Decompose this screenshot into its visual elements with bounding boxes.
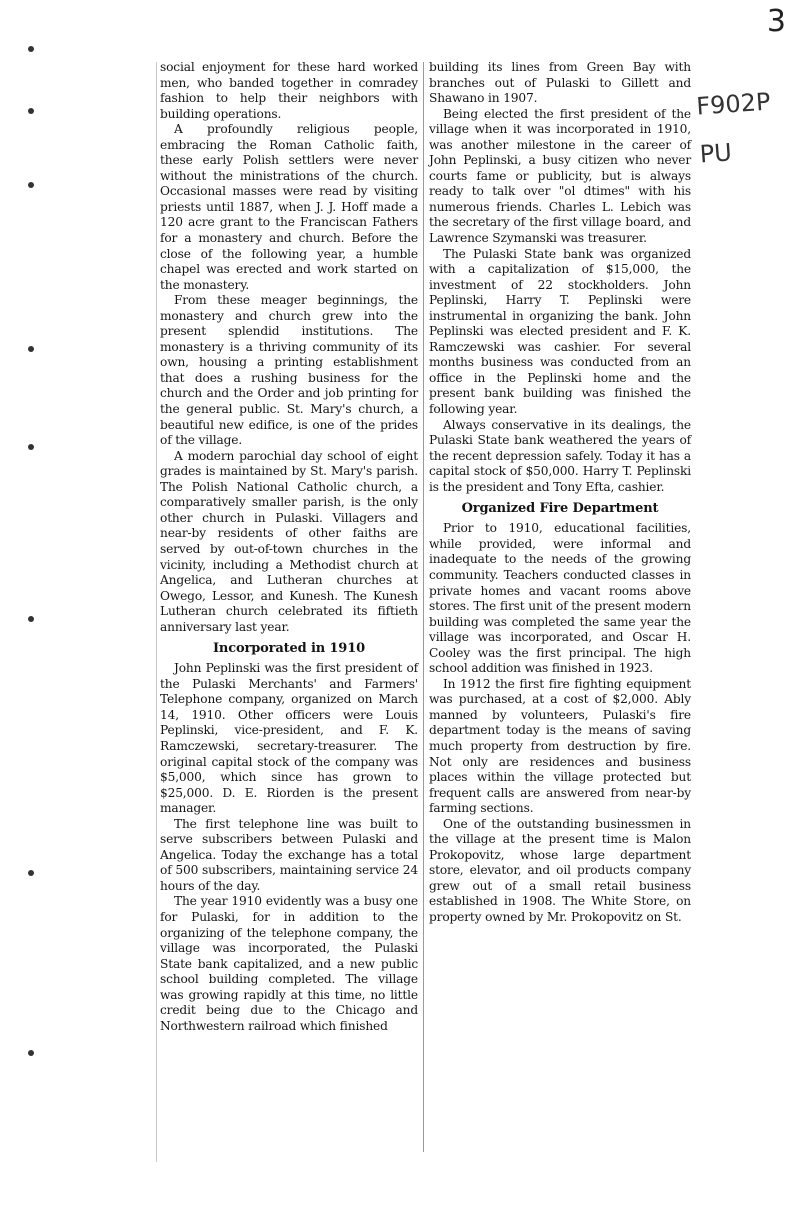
- paragraph: The Pulaski State bank was organized with a capitalization of $15,000, the investment of 22 stockholders. John Peplinski, Harry T. Peplinski were instrumental in organizing the bank. John Peplinski was elected president and F. K. Ramczewski was cashier. For several months business was conducted from an office in the Peplinski home and the present bank building was finished the following year.: [429, 246, 691, 417]
- page-number: 3: [766, 4, 786, 39]
- handwritten-note-line2: PU: [698, 138, 733, 169]
- binder-hole-mark: [28, 870, 34, 876]
- binder-hole-mark: [28, 444, 34, 450]
- paragraph: building its lines from Green Bay with branches out of Pulaski to Gillett and Shawano in 1907.: [429, 60, 691, 106]
- paragraph: In 1912 the first fire fighting equipment was purchased, at a cost of $2,000. Ably manned by volunteers, Pulaski's fire department today is the means of saving much property from destruction by fire. Not only are residences and business places within the village protected but frequent calls are answered from near-by farming sections.: [429, 676, 691, 816]
- binder-hole-mark: [28, 182, 34, 188]
- binder-hole-mark: [28, 346, 34, 352]
- handwritten-catalog-note: [695, 78, 776, 179]
- paragraph: Prior to 1910, educational facilities, while provided, were informal and inadequate to the needs of the growing community. Teachers conducted classes in private homes and vacant rooms above stores. The first unit of the present modern building was completed the same year the village was incorporated, and Oscar H. Cooley was the first principal. The high school addition was finished in 1923.: [429, 521, 691, 676]
- handwritten-note-line1: F902P: [695, 87, 772, 121]
- paragraph: The year 1910 evidently was a busy one for Pulaski, for in addition to the organizing of the telephone company, the village was incorporated, the Pulaski State bank capitalized, and a new public school building completed. The village was growing rapidly at this time, no little credit being due to the Chicago and Northwestern railroad which finished: [160, 894, 418, 1033]
- paragraph: One of the outstanding businessmen in the village at the present time is Malon Prokopovitz, whose large department store, elevator, and oil products company grew out of a small retail business established in 1908. The White Store, on property owned by Mr. Prokopovitz on St.: [429, 816, 691, 924]
- paragraph: Always conservative in its dealings, the Pulaski State bank weathered the years of the recent depression safely. Today it has a capital stock of $50,000. Harry T. Peplinski is the president and Tony Efta, cashier.: [429, 417, 691, 494]
- paragraph: The first telephone line was built to serve subscribers between Pulaski and Angelica. Today the exchange has a total of 500 subscribers, maintaining service 24 hours of the day.: [160, 816, 418, 893]
- binder-hole-mark: [28, 46, 34, 52]
- binder-hole-mark: [28, 1050, 34, 1056]
- section-heading: Incorporated in 1910: [213, 641, 365, 657]
- paragraph: social enjoyment for these hard worked men, who banded together in comradey fashion to help their neighbors with building operations.: [160, 60, 418, 121]
- column-divider: [423, 62, 424, 1152]
- article-column-2: [429, 60, 691, 926]
- section-heading: Organized Fire Department: [461, 501, 659, 517]
- paragraph: From these meager beginnings, the monastery and church grew into the present splendid institutions. The monastery is a thriving community of its own, housing a printing establishment that does a rushing business for the church and the Order and job printing for the general public. St. Mary's church, a beautiful new edifice, is one of the prides of the village.: [160, 293, 418, 448]
- paragraph: Being elected the first president of the village when it was incorporated in 1910, was another milestone in the career of John Peplinski, a busy citizen who never courts fame or publicity, but is always ready to talk over "ol dtimes" with his numerous friends. Charles L. Lebich was the secretary of the first village board, and Lawrence Szymanski was treasurer.: [429, 106, 691, 246]
- article-column-1: [160, 60, 418, 1034]
- binder-hole-mark: [28, 108, 34, 114]
- binder-hole-mark: [28, 616, 34, 622]
- paragraph: John Peplinski was the first president of the Pulaski Merchants' and Farmers' Telephone company, organized on March 14, 1910. Other officers were Louis Peplinski, vice-president, and F. K. Ramczewski, secretary-treasurer. The original capital stock of the company was $5,000, which since has grown to $25,000. D. E. Riorden is the present manager.: [160, 661, 418, 816]
- paragraph: A modern parochial day school of eight grades is maintained by St. Mary's parish. The Polish National Catholic church, a comparatively smaller parish, is the only other church in Pulaski. Villagers and near-by residents of other faiths are served by out-of-town churches in the vicinity, including a Methodist church at Angelica, and Lutheran churches at Owego, Lessor, and Kunesh. The Kunesh Lutheran church celebrated its fiftieth anniversary last year.: [160, 448, 418, 634]
- column-left-rule: [156, 62, 157, 1162]
- paragraph: A profoundly religious people, embracing the Roman Catholic faith, these early Polish settlers were never without the ministrations of the church. Occasional masses were read by visiting priests until 1887, when J. J. Hoff made a 120 acre grant to the Franciscan Fathers for a monastery and church. Before the close of the following year, a humble chapel was erected and work started on the monastery.: [160, 122, 418, 292]
